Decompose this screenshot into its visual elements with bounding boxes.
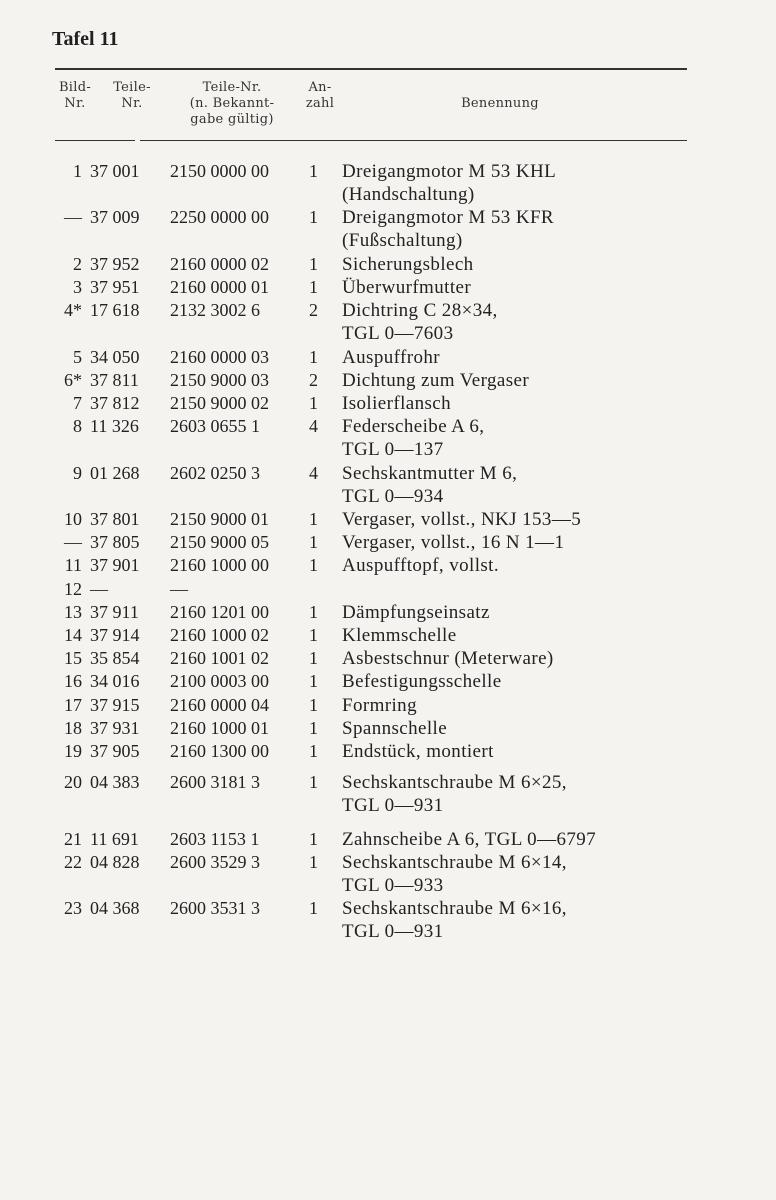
cell-teile-nr-bekanntgabe: 2160 1001 02 [170, 648, 269, 669]
cell-teile-nr-bekanntgabe: 2160 1201 00 [170, 601, 269, 622]
cell-benennung [342, 369, 752, 392]
cell-anzahl: 1 [309, 393, 318, 413]
cell-benennung [342, 276, 752, 299]
cell-bild-nr: 1 [73, 161, 82, 181]
header-anzahl-line: zahl [305, 96, 335, 111]
cell-bild-nr: 12 [64, 578, 82, 599]
benennung-line: Isolierflansch [342, 393, 452, 414]
benennung-line: Sechskantschraube M 6×14, [342, 851, 567, 873]
benennung-line: Endstück, montiert [342, 741, 494, 762]
benennung-line: Dämpfungseinsatz [342, 601, 490, 623]
header-tnr-line: gabe gültig) [190, 112, 274, 127]
cell-anzahl: 1 [309, 741, 318, 761]
cell-teile-nr: 37 911 [90, 601, 139, 622]
header-teile-nr [101, 80, 163, 112]
cell-teile-nr: 17 618 [90, 300, 140, 321]
cell-benennung [342, 601, 752, 624]
benennung-line: TGL 0—931 [342, 921, 444, 943]
cell-teile-nr-bekanntgabe: 2150 9000 05 [170, 532, 269, 553]
cell-teile-nr: 37 812 [90, 393, 140, 413]
cell-benennung [342, 694, 752, 717]
header-tnr-line: Teile-Nr. [202, 80, 262, 95]
cell-teile-nr: 11 326 [90, 416, 139, 437]
cell-anzahl: 1 [309, 671, 318, 692]
cell-benennung [342, 392, 752, 415]
benennung-line: Dichtung zum Vergaser [342, 369, 530, 391]
cell-benennung [342, 771, 752, 817]
cell-teile-nr: 37 914 [90, 625, 140, 645]
cell-benennung [342, 670, 752, 693]
cell-benennung [342, 253, 752, 276]
cell-teile-nr: 37 805 [90, 532, 140, 553]
cell-teile-nr-bekanntgabe: 2150 9000 03 [170, 369, 269, 390]
cell-teile-nr-bekanntgabe: 2160 1300 00 [170, 741, 269, 761]
cell-teile-nr-bekanntgabe: 2150 0000 00 [170, 161, 269, 181]
cell-teile-nr: 04 383 [90, 772, 140, 793]
cell-anzahl: 1 [309, 346, 318, 367]
cell-benennung [342, 647, 752, 670]
benennung-line: Spannschelle [342, 717, 448, 739]
cell-anzahl: 2 [309, 369, 318, 390]
cell-anzahl: 1 [309, 625, 318, 645]
cell-bild-nr: 8 [73, 416, 82, 437]
cell-bild-nr: 7 [73, 393, 82, 413]
cell-anzahl: 1 [309, 532, 318, 553]
benennung-line: Sicherungsblech [342, 253, 474, 275]
benennung-line: Auspuffrohr [342, 346, 440, 368]
cell-anzahl: 1 [309, 207, 318, 228]
benennung-line: Sechskantschraube M 6×16, [342, 898, 567, 920]
cell-teile-nr-bekanntgabe: 2250 0000 00 [170, 207, 269, 228]
cell-bild-nr: 5 [73, 346, 82, 367]
cell-teile-nr: 37 901 [90, 555, 140, 576]
cell-teile-nr: 34 050 [90, 346, 140, 367]
header-tnr-line: (n. Bekannt- [189, 96, 275, 111]
cell-bild-nr: — [64, 532, 82, 553]
cell-teile-nr: 37 915 [90, 694, 140, 715]
cell-teile-nr: 37 811 [90, 369, 139, 390]
cell-teile-nr-bekanntgabe: 2132 3002 6 [170, 300, 260, 321]
cell-teile-nr: 01 268 [90, 462, 140, 483]
cell-anzahl: 1 [309, 898, 318, 919]
cell-benennung [342, 717, 752, 740]
cell-anzahl: 1 [309, 277, 318, 297]
cell-bild-nr: 2 [73, 253, 82, 274]
cell-anzahl: 1 [309, 694, 318, 715]
cell-teile-nr-bekanntgabe: 2160 0000 03 [170, 346, 269, 367]
benennung-line: Dreigangmotor M 53 KFR [342, 207, 554, 229]
header-bild-line: Nr. [64, 96, 86, 111]
cell-benennung [342, 531, 752, 554]
cell-teile-nr: 37 009 [90, 207, 140, 228]
cell-teile-nr: 37 931 [90, 717, 140, 738]
header-bottom-rule-left [55, 140, 135, 141]
benennung-line: (Handschaltung) [342, 184, 475, 205]
benennung-line: TGL 0—933 [342, 874, 444, 896]
cell-teile-nr-bekanntgabe: 2600 3181 3 [170, 772, 260, 793]
benennung-line: TGL 0—7603 [342, 323, 454, 345]
benennung-line: Dichtring C 28×34, [342, 300, 498, 322]
cell-teile-nr: 11 691 [90, 828, 139, 849]
page-title: Tafel 11 [52, 28, 119, 50]
cell-anzahl: 1 [309, 648, 318, 669]
cell-anzahl: 1 [309, 555, 318, 576]
cell-anzahl: 2 [309, 300, 318, 321]
cell-anzahl: 1 [309, 828, 318, 849]
cell-benennung [342, 415, 752, 461]
cell-benennung [342, 206, 752, 252]
cell-anzahl: 1 [309, 253, 318, 274]
cell-bild-nr: 14 [64, 625, 82, 645]
benennung-line: TGL 0—934 [342, 485, 444, 507]
cell-bild-nr: 20 [64, 772, 82, 793]
benennung-line: (Fußschaltung) [342, 230, 463, 252]
cell-bild-nr: 9 [73, 462, 82, 483]
cell-teile-nr-bekanntgabe: — [170, 578, 188, 599]
cell-teile-nr-bekanntgabe: 2160 1000 01 [170, 717, 269, 738]
cell-teile-nr-bekanntgabe: 2600 3531 3 [170, 898, 260, 919]
benennung-line: TGL 0—137 [342, 439, 444, 461]
cell-anzahl: 1 [309, 161, 318, 181]
cell-teile-nr-bekanntgabe: 2160 1000 00 [170, 555, 269, 576]
cell-teile-nr: 37 905 [90, 741, 140, 761]
cell-anzahl: 1 [309, 772, 318, 793]
cell-teile-nr-bekanntgabe: 2603 0655 1 [170, 416, 260, 437]
cell-benennung [342, 462, 752, 508]
cell-teile-nr: 04 368 [90, 898, 140, 919]
benennung-line: Sechskantmutter M 6, [342, 462, 518, 484]
header-bild-nr [50, 80, 100, 112]
cell-anzahl: 1 [309, 851, 318, 872]
cell-bild-nr: 22 [64, 851, 82, 872]
cell-anzahl: 1 [309, 601, 318, 622]
cell-teile-nr: 37 952 [90, 253, 140, 274]
cell-benennung [342, 851, 752, 897]
cell-teile-nr: 35 854 [90, 648, 140, 669]
cell-bild-nr: 17 [64, 694, 82, 715]
cell-teile-nr: 04 828 [90, 851, 140, 872]
benennung-line: Zahnscheibe A 6, TGL 0—6797 [342, 828, 597, 850]
cell-teile-nr-bekanntgabe: 2150 9000 01 [170, 509, 269, 529]
header-teile-line: Teile- [113, 80, 151, 95]
benennung-line: Sechskantschraube M 6×25, [342, 772, 567, 794]
cell-bild-nr: 13 [64, 601, 82, 622]
cell-benennung [342, 160, 752, 206]
cell-teile-nr-bekanntgabe: 2603 1153 1 [170, 828, 260, 849]
header-bild-line: Bild- [58, 80, 92, 95]
cell-bild-nr: 6* [64, 369, 82, 390]
cell-teile-nr: 37 951 [90, 277, 140, 297]
benennung-line: Auspufftopf, vollst. [342, 555, 500, 577]
cell-bild-nr: 11 [64, 555, 82, 576]
cell-teile-nr-bekanntgabe: 2160 0000 02 [170, 253, 269, 274]
cell-teile-nr-bekanntgabe: 2160 0000 04 [170, 694, 269, 715]
cell-teile-nr-bekanntgabe: 2602 0250 3 [170, 462, 260, 483]
benennung-line: Federscheibe A 6, [342, 416, 485, 438]
cell-benennung [342, 554, 752, 577]
cell-teile-nr-bekanntgabe: 2100 0003 00 [170, 671, 269, 692]
cell-teile-nr-bekanntgabe: 2160 1000 02 [170, 625, 269, 645]
cell-teile-nr: 34 016 [90, 671, 140, 692]
header-anzahl-line: An- [308, 80, 332, 95]
cell-benennung [342, 624, 752, 647]
cell-benennung [342, 897, 752, 943]
cell-teile-nr: 37 001 [90, 161, 140, 181]
cell-anzahl: 4 [309, 416, 318, 437]
benennung-line: Formring [342, 694, 417, 716]
cell-bild-nr: 16 [64, 671, 82, 692]
header-teile-nr-bekanntgabe [164, 80, 300, 128]
benennung-line: Vergaser, vollst., 16 N 1—1 [342, 532, 565, 554]
cell-bild-nr: 3 [73, 277, 82, 297]
cell-anzahl: 1 [309, 717, 318, 738]
cell-teile-nr-bekanntgabe: 2600 3529 3 [170, 851, 260, 872]
benennung-line: Überwurfmutter [342, 277, 472, 298]
benennung-line: Vergaser, vollst., NKJ 153—5 [342, 509, 582, 530]
benennung-line: Befestigungsschelle [342, 671, 502, 693]
cell-anzahl: 4 [309, 462, 318, 483]
benennung-line: Dreigangmotor M 53 KHL [342, 161, 557, 182]
cell-teile-nr: — [90, 578, 108, 599]
header-anzahl [298, 80, 342, 112]
cell-benennung [342, 740, 752, 763]
cell-teile-nr-bekanntgabe: 2150 9000 02 [170, 393, 269, 413]
cell-teile-nr-bekanntgabe: 2160 0000 01 [170, 277, 269, 297]
cell-benennung [342, 346, 752, 369]
cell-bild-nr: 15 [64, 648, 82, 669]
header-top-rule [55, 68, 687, 70]
cell-benennung [342, 508, 752, 531]
cell-bild-nr: 18 [64, 717, 82, 738]
cell-bild-nr: 19 [64, 741, 82, 761]
cell-bild-nr: 21 [64, 828, 82, 849]
cell-anzahl: 1 [309, 509, 318, 529]
cell-benennung [342, 299, 752, 345]
cell-bild-nr: 4* [64, 300, 82, 321]
cell-benennung [342, 828, 752, 851]
cell-bild-nr: 23 [64, 898, 82, 919]
benennung-line: Asbestschnur (Meterware) [342, 648, 554, 670]
benennung-line: TGL 0—931 [342, 795, 444, 817]
cell-bild-nr: — [64, 207, 82, 228]
cell-teile-nr: 37 801 [90, 509, 140, 529]
header-teile-line: Nr. [121, 96, 143, 111]
header-benennung: Benennung [461, 96, 539, 111]
header-bottom-rule [140, 140, 687, 141]
benennung-line: Klemmschelle [342, 625, 457, 646]
cell-bild-nr: 10 [64, 509, 82, 529]
